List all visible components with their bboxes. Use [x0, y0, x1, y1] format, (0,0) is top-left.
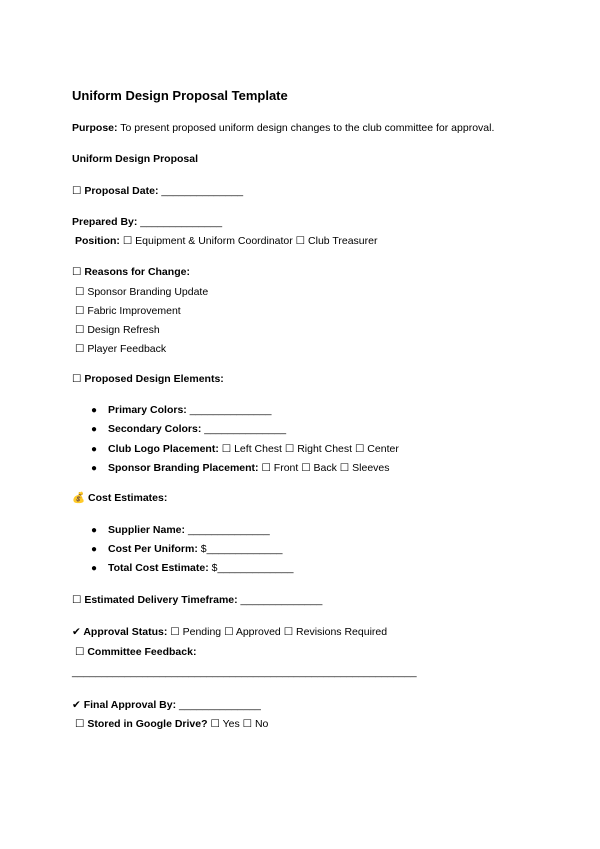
reason-label: Fabric Improvement	[84, 305, 181, 317]
prepared-by-line	[72, 216, 222, 229]
position-line	[75, 235, 377, 248]
drive-label: Stored in Google Drive?	[84, 718, 208, 730]
logo-option-right-chest[interactable]: ☐ Right Chest	[281, 443, 353, 455]
checkbox-icon[interactable]: ☐	[75, 286, 85, 298]
cost-label: Cost Estimates:	[85, 492, 168, 504]
bullet-icon: ●	[91, 444, 98, 455]
total-cost-label: Total Cost Estimate:	[108, 562, 209, 574]
proposal-date-label: Proposal Date:	[81, 185, 159, 197]
proposal-date-field[interactable]: ______________	[158, 185, 244, 197]
primary-colors-label: Primary Colors:	[108, 404, 187, 416]
checkbox-icon: ☐	[72, 266, 82, 278]
purpose-line	[72, 122, 494, 135]
cost-per-uniform-line	[108, 543, 283, 556]
delivery-line	[72, 594, 322, 607]
checkbox-icon: ☐	[72, 185, 82, 197]
checkbox-icon: ☐	[75, 718, 85, 730]
bullet-icon: ●	[91, 525, 98, 536]
sponsor-placement-label: Sponsor Branding Placement:	[108, 462, 259, 474]
logo-option-left-chest[interactable]: ☐ Left Chest	[218, 443, 282, 455]
approval-status-label: Approval Status:	[80, 626, 168, 638]
position-option-treasurer-checkbox[interactable]: ☐	[292, 235, 306, 247]
logo-placement-line	[108, 443, 399, 456]
drive-option-yes[interactable]: ☐ Yes	[207, 718, 240, 730]
sponsor-placement-line	[108, 462, 390, 475]
primary-colors-line	[108, 404, 271, 417]
proposal-date-line	[72, 185, 243, 198]
delivery-label: Estimated Delivery Timeframe:	[81, 594, 238, 606]
reason-label: Design Refresh	[84, 324, 160, 336]
document-title: Uniform Design Proposal Template	[72, 88, 288, 103]
approval-status-line	[72, 626, 387, 639]
checkbox-icon[interactable]: ☐	[75, 305, 85, 317]
cost-heading	[72, 492, 167, 505]
secondary-colors-field[interactable]: ______________	[201, 423, 287, 435]
feedback-heading	[75, 646, 196, 659]
cost-per-uniform-label: Cost Per Uniform:	[108, 543, 198, 555]
status-option-approved[interactable]: ☐ Approved	[221, 626, 281, 638]
final-approval-line	[72, 699, 261, 712]
position-option-treasurer-label: Club Treasurer	[305, 235, 378, 247]
purpose-label: Purpose:	[72, 122, 118, 134]
design-label: Proposed Design Elements:	[81, 373, 224, 385]
purpose-text: To present proposed uniform design changes to the club committee for approval.	[117, 122, 495, 134]
supplier-line	[108, 524, 270, 537]
status-option-revisions[interactable]: ☐ Revisions Required	[280, 626, 388, 638]
checkbox-icon[interactable]: ☐	[75, 343, 85, 355]
section-heading: Uniform Design Proposal	[72, 153, 199, 165]
position-label: Position:	[75, 235, 120, 247]
prepared-by-field[interactable]: ______________	[137, 216, 223, 228]
bullet-icon: ●	[91, 563, 98, 574]
delivery-field[interactable]: ______________	[237, 594, 323, 606]
reason-label: Sponsor Branding Update	[84, 286, 209, 298]
primary-colors-field[interactable]: ______________	[186, 404, 272, 416]
status-option-pending[interactable]: ☐ Pending	[167, 626, 222, 638]
feedback-field[interactable]: ___________________________________________________________	[72, 666, 417, 678]
reason-item-sponsor[interactable]	[75, 286, 208, 299]
logo-placement-label: Club Logo Placement:	[108, 443, 219, 455]
sponsor-option-back[interactable]: ☐ Back	[298, 462, 337, 474]
total-cost-line	[108, 562, 293, 575]
checkbox-icon: ☐	[72, 594, 82, 606]
total-cost-field[interactable]: $_____________	[208, 562, 294, 574]
reason-item-fabric[interactable]	[75, 305, 181, 318]
sponsor-option-sleeves[interactable]: ☐ Sleeves	[336, 462, 390, 474]
sponsor-option-front[interactable]: ☐ Front	[258, 462, 299, 474]
secondary-colors-label: Secondary Colors:	[108, 423, 202, 435]
supplier-field[interactable]: ______________	[185, 524, 270, 536]
checkbox-icon: ☐	[72, 373, 82, 385]
bullet-icon: ●	[91, 463, 98, 474]
design-heading	[72, 373, 224, 386]
prepared-by-label: Prepared By:	[72, 216, 138, 228]
money-bag-icon: 💰	[72, 492, 86, 504]
secondary-colors-line	[108, 423, 286, 436]
drive-line	[75, 718, 268, 731]
bullet-icon: ●	[91, 544, 98, 555]
checkmark-icon: ✔	[72, 626, 81, 638]
reasons-label: Reasons for Change:	[81, 266, 190, 278]
checkbox-icon: ☐	[75, 646, 85, 658]
bullet-icon: ●	[91, 405, 98, 416]
checkbox-icon[interactable]: ☐	[75, 324, 85, 336]
logo-option-center[interactable]: ☐ Center	[352, 443, 399, 455]
supplier-label: Supplier Name:	[108, 524, 186, 536]
feedback-label: Committee Feedback:	[84, 646, 197, 658]
final-approval-field[interactable]: ______________	[176, 699, 261, 711]
reasons-heading	[72, 266, 190, 279]
final-approval-label: Final Approval By:	[80, 699, 177, 711]
reason-label: Player Feedback	[84, 343, 167, 355]
drive-option-no[interactable]: ☐ No	[239, 718, 269, 730]
position-option-coordinator-label: Equipment & Uniform Coordinator	[132, 235, 293, 247]
position-option-coordinator-checkbox[interactable]: ☐	[119, 235, 133, 247]
bullet-icon: ●	[91, 424, 98, 435]
reason-item-design[interactable]	[75, 324, 160, 337]
cost-per-uniform-field[interactable]: $_____________	[197, 543, 283, 555]
reason-item-feedback[interactable]	[75, 343, 166, 356]
checkmark-icon: ✔	[72, 699, 81, 711]
